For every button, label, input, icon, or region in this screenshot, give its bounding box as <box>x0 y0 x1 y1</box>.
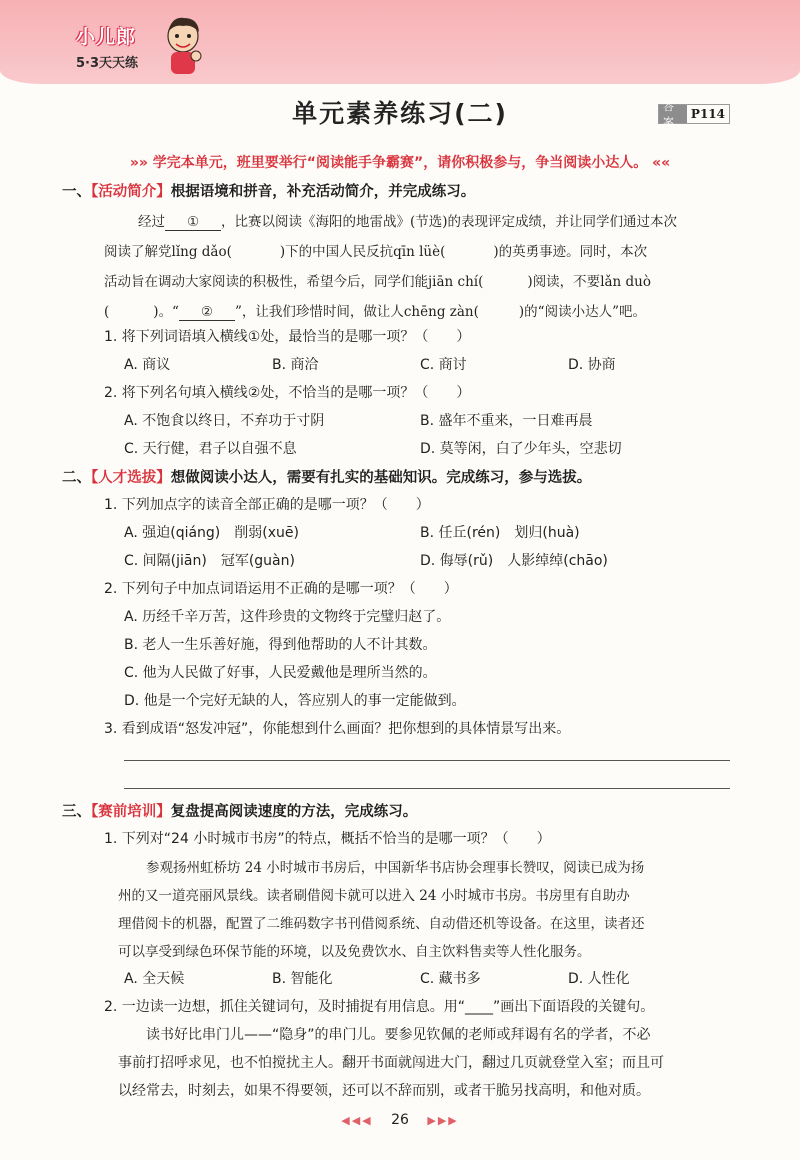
question-3-2: 2. 一边读一边想，抓住关键词句，及时捕捉有用信息。用“____”画出下面语段的关键句。 <box>104 999 655 1015</box>
option[interactable]: A. 不饱食以终日，不弃功于寸阴 <box>124 413 325 429</box>
brand-title: 小儿郎 <box>76 26 137 48</box>
pinyin: lǎn duò <box>600 274 652 290</box>
option[interactable]: A. 历经千辛万苦，这件珍贵的文物终于完璧归赵了。 <box>124 609 451 625</box>
answer-label: 答案 <box>659 105 687 123</box>
passage-line: 阅读了解党lǐng dǎo( )下的中国人民反抗qīn lüè( )的英勇事迹。同时，本次 <box>104 244 648 260</box>
option[interactable]: D. 协商 <box>568 357 616 373</box>
passage-line: 理借阅卡的机器，配置了二维码数字书刊借阅系统、自动借还机等设备。在这里，读者还 <box>118 916 645 932</box>
reading-line: 以经常去，时刻去，如果不得要领，还可以不辞而别，或者干脆另找高明，和他对质。 <box>118 1083 650 1099</box>
reading-line: 读书好比串门儿——“隐身”的串门儿。要参见钦佩的老师或拜谒有名的学者，不必 <box>146 1027 651 1043</box>
prev-arrows-icon: ◀◀◀ <box>341 1114 373 1127</box>
passage-text: 经过 <box>138 214 165 230</box>
question-2-3: 3. 看到成语“怒发冲冠”，你能想到什么画面？把你想到的具体情景写出来。 <box>104 721 571 737</box>
option[interactable]: B. 智能化 <box>272 971 333 987</box>
section-tag: 【活动简介】 <box>91 184 171 200</box>
option[interactable]: D. 莫等闲，白了少年头，空悲切 <box>420 441 622 457</box>
question-3-1: 1. 下列对“24 小时城市书房”的特点，概括不恰当的是哪一项？（ ） <box>104 831 551 847</box>
activity-banner <box>0 152 800 172</box>
answer-line[interactable] <box>124 788 730 789</box>
section-tag: 【人才选拔】 <box>91 470 171 486</box>
option[interactable]: D. 侮辱(rǔ) 人影绰绰(chāo) <box>420 553 608 569</box>
section-title: 复盘提高阅读速度的方法，完成练习。 <box>170 804 418 820</box>
page-number: 26 <box>391 1112 409 1128</box>
passage-line: ( )。“ ② ”，让我们珍惜时间，做让人chēng zàn( )的“阅读小达人”吧。 <box>104 304 646 320</box>
next-arrows-icon: ▶▶▶ <box>427 1114 459 1127</box>
passage-text: ，比赛以阅读《海阳的地雷战》(节选)的表现评定成绩，并让同学们通过本次 <box>221 214 678 230</box>
option[interactable]: C. 他为人民做了好事，人民爱戴他是理所当然的。 <box>124 665 437 681</box>
option[interactable]: C. 藏书多 <box>420 971 481 987</box>
section-number: 一、 <box>62 184 91 200</box>
passage-text: 的“阅读小达人”吧。 <box>524 304 646 320</box>
section-title: 根据语境和拼音，补充活动简介，并完成练习。 <box>170 184 476 200</box>
option[interactable]: B. 盛年不重来，一日难再晨 <box>420 413 593 429</box>
section-2-heading <box>62 466 591 487</box>
blank-1[interactable]: ① <box>165 214 221 231</box>
passage-text: 下的中国人民反抗 <box>285 244 394 260</box>
section-tag: 【赛前培训】 <box>91 804 171 820</box>
section-title: 想做阅读小达人，需要有扎实的基础知识。完成练习，参与选拔。 <box>170 470 592 486</box>
option[interactable]: D. 他是一个完好无缺的人，答应别人的事一定能做到。 <box>124 693 466 709</box>
passage-line: 参观扬州虹桥坊 24 小时城市书房后，中国新华书店协会理事长赞叹，阅读已成为扬 <box>146 860 645 876</box>
passage-line: 州的又一道亮丽风景线。读者刷借阅卡就可以进入 24 小时城市书房。书房里有自助办 <box>118 888 630 904</box>
option[interactable]: C. 商讨 <box>420 357 467 373</box>
question-2-2: 2. 下列句子中加点词语运用不正确的是哪一项？（ ） <box>104 581 458 597</box>
question-2-1: 1. 下列加点字的读音全部正确的是哪一项？（ ） <box>104 497 430 513</box>
section-number: 三、 <box>62 804 91 820</box>
option[interactable]: B. 老人一生乐善好施，得到他帮助的人不计其数。 <box>124 637 437 653</box>
question-1-2: 2. 将下列名句填入横线②处，不恰当的是哪一项？（ ） <box>104 385 471 401</box>
pinyin: qīn lüè <box>393 244 441 260</box>
mascot-icon <box>162 14 204 76</box>
banner-text: 学完本单元，班里要举行“阅读能手争霸赛”，请你积极参与，争当阅读小达人。 <box>152 155 648 171</box>
question-1-1: 1. 将下列词语填入横线①处，最恰当的是哪一项？（ ） <box>104 329 471 345</box>
option[interactable]: C. 间隔(jiān) 冠军(guàn) <box>124 553 295 569</box>
section-number: 二、 <box>62 470 91 486</box>
option[interactable]: A. 强迫(qiáng) 削弱(xuē) <box>124 525 299 541</box>
option[interactable]: B. 商洽 <box>272 357 319 373</box>
passage-text: 阅读，不要 <box>532 274 601 290</box>
passage-line: 可以享受到绿色环保节能的环境，以及免费饮水、自主饮料售卖等人性化服务。 <box>118 944 591 960</box>
page-title: 单元素养练习(二) <box>292 99 508 128</box>
section-3-heading <box>62 800 417 821</box>
passage-text: 阅读了解党 <box>104 244 172 260</box>
passage-text: 活动旨在调动大家阅读的积极性，希望今后，同学们能 <box>104 274 428 290</box>
pinyin: chēng zàn <box>403 304 474 320</box>
header-banner <box>0 0 800 84</box>
passage-line: 活动旨在调动大家阅读的积极性，希望今后，同学们能jiān chí( )阅读，不要lǎn duò <box>104 274 652 290</box>
answer-line[interactable] <box>124 760 730 761</box>
option[interactable]: A. 商议 <box>124 357 171 373</box>
brand-subtitle: 5·3天天练 <box>76 56 139 71</box>
pinyin: jiān chí <box>428 274 479 290</box>
blank-2[interactable]: ② <box>179 304 235 321</box>
option[interactable]: B. 任丘(rén) 划归(huà) <box>420 525 580 541</box>
option[interactable]: C. 天行健，君子以自强不息 <box>124 441 297 457</box>
answer-reference <box>658 100 730 129</box>
brand-logo <box>70 8 200 78</box>
option[interactable]: A. 全天候 <box>124 971 185 987</box>
passage-line <box>138 210 677 231</box>
banner-left-arrows: »» <box>129 155 148 171</box>
page-footer <box>0 1112 800 1128</box>
pinyin: lǐng dǎo <box>171 244 227 260</box>
section-1-heading <box>62 180 475 201</box>
passage-text: ”，让我们珍惜时间，做让人 <box>234 304 404 320</box>
reading-line: 事前打招呼求见，也不怕搅扰主人。翻开书面就闯进大门，翻过几页就登堂入室；而且可 <box>118 1055 664 1071</box>
option[interactable]: D. 人性化 <box>568 971 630 987</box>
passage-text: 。“ <box>158 304 179 320</box>
answer-page: P114 <box>690 107 725 121</box>
banner-right-arrows: «« <box>652 155 671 171</box>
passage-text: 的英勇事迹。同时，本次 <box>498 244 648 260</box>
